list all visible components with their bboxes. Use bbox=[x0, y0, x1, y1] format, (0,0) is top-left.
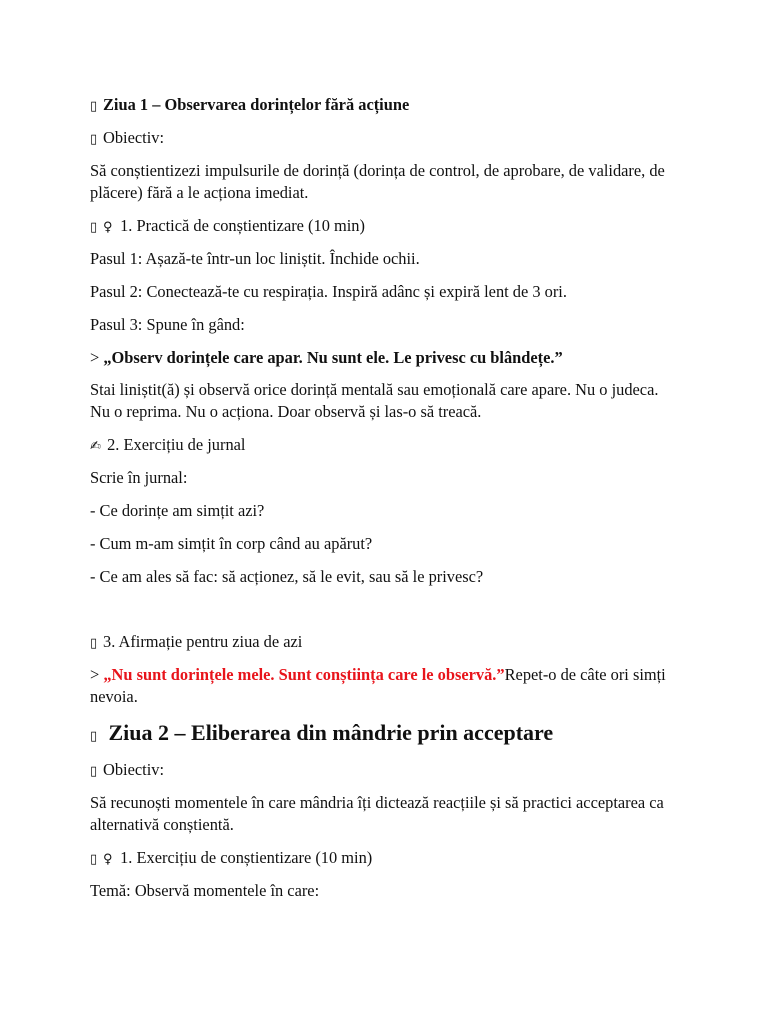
day2-objective-label: ▯ Obiectiv: bbox=[90, 759, 680, 783]
day1-step3: Pasul 3: Spune în gând: bbox=[90, 315, 245, 334]
missing-glyph-box-icon: ▯ bbox=[90, 729, 98, 744]
day1-affirmation-heading: ▯ 3. Afirmație pentru ziua de azi bbox=[90, 631, 680, 655]
writing-hand-icon: ✍ bbox=[90, 439, 101, 454]
day1-journal-item: - Ce dorințe am simțit azi? bbox=[90, 501, 265, 520]
day1-quote: > „Observ dorințele care apar. Nu sunt ele. Le privesc cu blândețe.” bbox=[90, 348, 563, 367]
day1-step2: Pasul 2: Conectează-te cu respirația. Inspiră adânc și expiră lent de 3 ori. bbox=[90, 282, 567, 301]
day1-title: ▯ Ziua 1 – Observarea dorințelor fără acțiune bbox=[90, 94, 680, 118]
day1-objective-text: Să conștientizezi impulsurile de dorință (dorința de control, de aprobare, de validare, de plăcere) fără a le acționa imediat. bbox=[90, 161, 665, 202]
day1-affirmation: > „Nu sunt dorințele mele. Sunt conștiința care le observă.”Repet-o de câte ori simți nevoia. bbox=[90, 665, 666, 706]
missing-glyph-box-icon: ▯ bbox=[90, 132, 98, 147]
missing-glyph-box-icon: ▯ bbox=[90, 636, 98, 651]
day2-objective-text: Să recunoști momentele în care mândria îți dictează reacțiile și să practici acceptarea ca alternativă conștientă. bbox=[90, 793, 664, 834]
day1-objective-label: ▯ Obiectiv: bbox=[90, 127, 680, 151]
day1-journal-intro: Scrie în jurnal: bbox=[90, 468, 188, 487]
day1-step1: Pasul 1: Așază-te într-un loc liniștit. Închide ochii. bbox=[90, 249, 420, 268]
female-sign-icon: ♀ bbox=[103, 852, 113, 867]
missing-glyph-box-icon: ▯ bbox=[90, 99, 98, 114]
missing-glyph-box-icon: ▯ bbox=[90, 852, 98, 867]
missing-glyph-box-icon: ▯ bbox=[90, 764, 98, 779]
day2-practice-heading: ▯ ♀ 1. Exercițiu de conștientizare (10 min) bbox=[90, 847, 680, 871]
day2-theme: Temă: Observă momentele în care: bbox=[90, 881, 320, 900]
day1-journal-heading: ✍ 2. Exercițiu de jurnal bbox=[90, 434, 680, 458]
day1-journal-item: - Cum m-am simțit în corp când au apărut? bbox=[90, 534, 373, 553]
missing-glyph-box-icon: ▯ bbox=[90, 220, 98, 235]
day1-practice-heading: ▯ ♀ 1. Practică de conștientizare (10 min) bbox=[90, 215, 680, 239]
day1-journal-item: - Ce am ales să fac: să acționez, să le evit, sau să le privesc? bbox=[90, 567, 484, 586]
day1-observe-text: Stai liniștit(ă) și observă orice dorință mentală sau emoțională care apare. Nu o judeca. Nu o reprima. Nu o acționa. Doar observă și las-o să treacă. bbox=[90, 380, 659, 421]
day2-title: ▯ Ziua 2 – Eliberarea din mândrie prin acceptare bbox=[90, 719, 680, 751]
female-sign-icon: ♀ bbox=[103, 220, 113, 235]
